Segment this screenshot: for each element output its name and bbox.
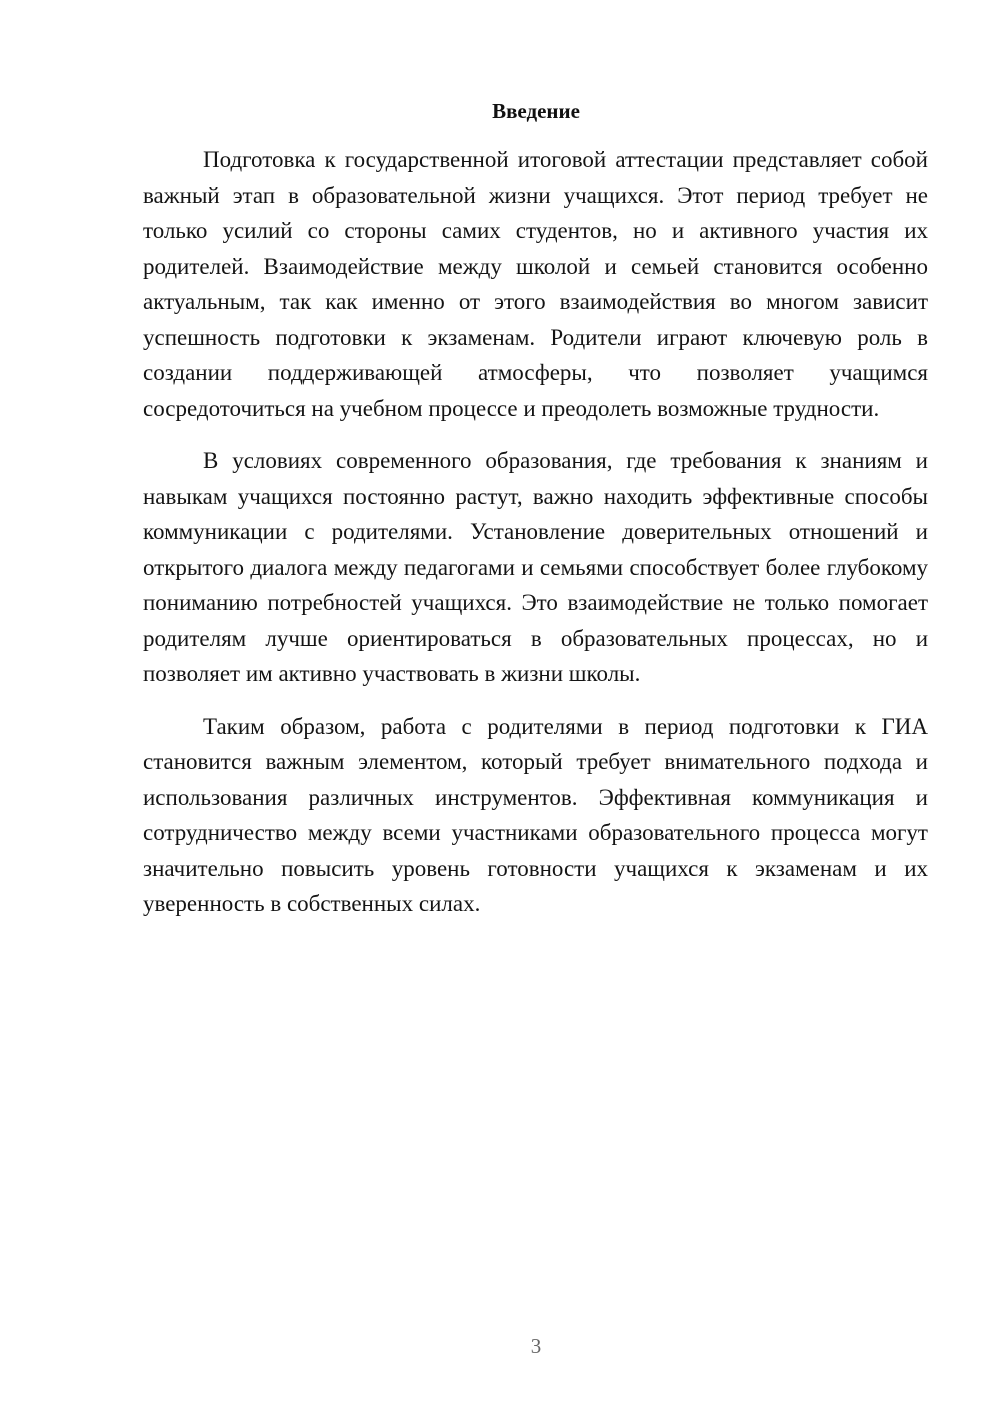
paragraph-1: Подготовка к государственной итоговой аттестации представляет собой важный этап в образовательной жизни учащихся. Этот период требует не только усилий со стороны самих студентов, но и активного участия их родителей. Взаимодействие между школой и семьей становится особенно актуальным, так как именно от этого взаимодействия во многом зависит успешность подготовки к экзаменам. Родители играют ключевую роль в создании поддерживающей атмосферы, что позволяет учащимся сосредоточиться на учебном процессе и преодолеть возможные трудности. [143, 147, 928, 421]
paragraph-2: В условиях современного образования, где требования к знаниям и навыкам учащихся постоянно растут, важно находить эффективные способы коммуникации с родителями. Установление доверительных отношений и открытого диалога между педагогами и семьями способствует более глубокому пониманию потребностей учащихся. Это взаимодействие не только помогает родителям лучше ориентироваться в образовательных процессах, но и позволяет им активно участвовать в жизни школы. [143, 448, 928, 686]
body-text [143, 142, 928, 939]
page-number: 3 [530, 1334, 542, 1358]
paragraph-3: Таким образом, работа с родителями в период подготовки к ГИА становится важным элементом, который требует внимательного подхода и использования различных инструментов. Эффективная коммуникация и сотрудничество между всеми участниками образовательного процесса могут значительно повысить уровень готовности учащихся к экзаменам и их уверенность в собственных силах. [143, 713, 928, 916]
section-heading: Введение [492, 99, 580, 123]
